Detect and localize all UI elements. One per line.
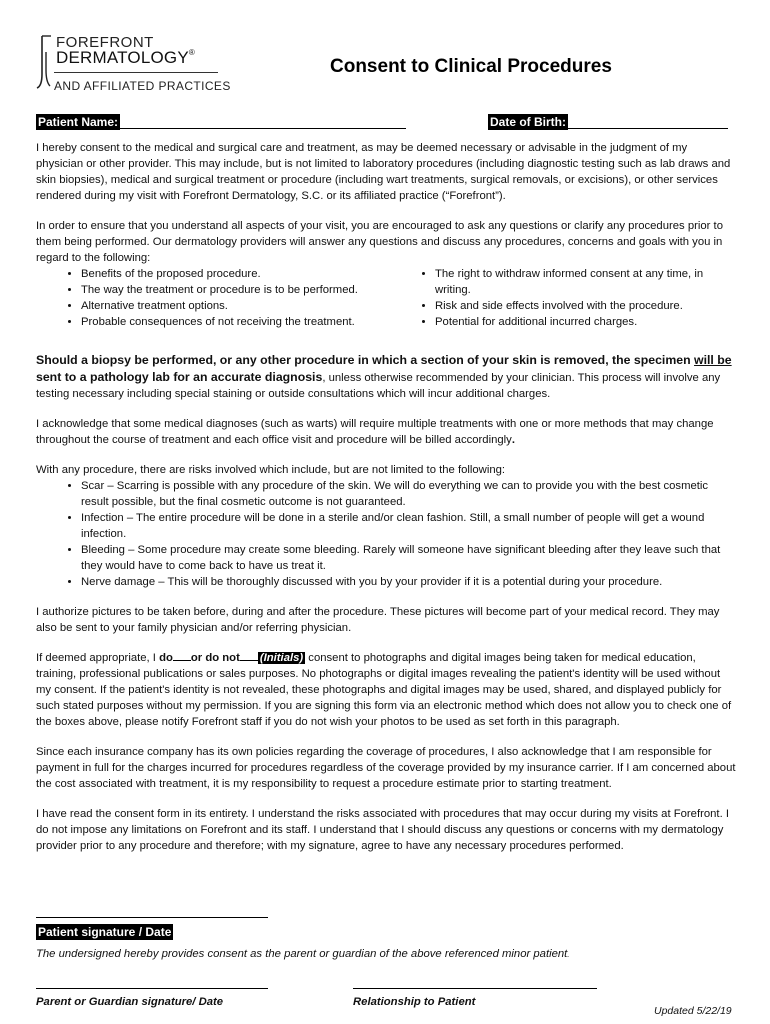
patient-signature-label-wrap <box>36 924 173 940</box>
do-not-initials-field[interactable] <box>240 650 258 661</box>
list-item: • Nerve damage – This will be thoroughly discussed with you by your provider if it is a potential during your procedure. <box>81 574 736 590</box>
list-item: • The right to withdraw informed consent at any time, in writing. <box>435 266 725 298</box>
guardian-consent-text <box>36 948 570 960</box>
logo-mark-icon <box>36 34 52 90</box>
guardian-consent-sentence: The undersigned hereby provides consent as the parent or guardian of the above referenced minor patient <box>36 948 568 960</box>
diagnoses-paragraph <box>36 416 736 448</box>
discussion-list-right <box>403 266 725 330</box>
guardian-signature-field[interactable] <box>36 988 268 989</box>
list-item: • Alternative treatment options. <box>81 298 403 314</box>
date-of-birth-label: Date of Birth: <box>490 115 566 129</box>
logo-divider <box>54 72 218 73</box>
guardian-signature-label: Parent or Guardian signature/ Date <box>36 996 224 1008</box>
photo-consent-rest: consent to photographs and digital images being taken for medical education, training, professional publications or sales purposes. No photographs or digital images revealing the patient's identity will be used without my consent. If the patient's identity is not revealed, these photographs and digital images may be used, shared, and displayed publicly for such stated purposes without my permission. If you are signing this form via an electronic method which does not allow you to check one of the boxes above, please notify Forefront staff if you do not wish your photos to be used as set forth in this paragraph. <box>36 652 732 728</box>
biopsy-rest-text: , unless otherwise recommended by your clinician. This process will involve any testing necessary including special staining or outside consultations which will incur additional charges. <box>36 372 721 400</box>
forefront-logo <box>36 34 236 98</box>
discussion-list-left <box>36 266 403 330</box>
logo-text-dermatology <box>56 48 195 68</box>
date-of-birth-field[interactable] <box>568 128 728 129</box>
risks-intro: With any procedure, there are risks involved which include, but are not limited to the following: <box>36 464 506 476</box>
acknowledgement-paragraph: I have read the consent form in its entirety. I understand the risks associated with procedures that may occur during my visits at Forefront. I do not impose any limitations on Forefront and its staff. I understand that I should discuss any questions or concerns with my dermatology provider prior to any procedure and therefore; with my signature, agree to have any necessary procedures performed. <box>36 808 729 852</box>
list-item: • Scar – Scarring is possible with any procedure of the skin. We will do everything we can to provide you with the best cosmetic result possible, but the final cosmetic outcome is not guaranteed. <box>81 478 736 510</box>
logo-dermatology-word: DERMATOLOGY <box>56 48 189 67</box>
relationship-label: Relationship to Patient <box>353 996 476 1008</box>
logo-registered-mark: ® <box>188 48 195 57</box>
biopsy-bold-text-2: sent to a pathology lab for an accurate diagnosis <box>36 370 323 384</box>
initials-label: (Initials) <box>259 652 304 664</box>
consent-paragraph-treatment: I hereby consent to the medical and surgical care and treatment, as may be deemed necessary or advisable in the judgment of my physician or other provider. This may include, but is not limited to laboratory procedures (including diagnostic testing such as lab draws and skin biopsies), medical and surgical treatment or procedure (including wart treatments, surgical removals, or excisions), or other services rendered during my visit with Forefront Dermatology, S.C. or its affiliated practice (“Forefront”). <box>36 142 731 202</box>
do-initials-field[interactable] <box>173 650 191 661</box>
guardian-consent-period: . <box>567 950 570 959</box>
list-item: • Probable consequences of not receiving the treatment. <box>81 314 403 330</box>
patient-signature-label: Patient signature / Date <box>38 925 172 939</box>
diagnoses-period: . <box>511 434 515 446</box>
photo-consent-lead: If deemed appropriate, I <box>36 652 160 664</box>
consent-paragraph-questions: In order to ensure that you understand all aspects of your visit, you are encouraged to ask any questions or clarify any procedures prior to them being performed. Our dermatology providers will answer any questions and discuss any procedures, concerns and goals with you in regard to the following: <box>36 220 723 264</box>
photo-consent-do: do <box>159 652 173 664</box>
page-title: Consent to Clinical Procedures <box>330 56 612 77</box>
logo-text-affiliated: AND AFFILIATED PRACTICES <box>54 79 231 93</box>
logo-text-forefront: FOREFRONT <box>56 34 154 51</box>
list-item: • Infection – The entire procedure will be done in a sterile and/or clean fashion. Still, a small number of people will get a wound infection. <box>81 510 736 542</box>
insurance-paragraph: Since each insurance company has its own policies regarding the coverage of procedures, I also acknowledge that I am responsible for payment in full for the charges incurred for procedures regardless of the coverage provided by my insurance carrier. If I am concerned about the cost associated with treatment, it is my responsibility to request a procedure estimate prior to starting treatment. <box>36 746 736 790</box>
list-item: • Risk and side effects involved with the procedure. <box>435 298 725 314</box>
updated-date: Updated 5/22/19 <box>654 1005 732 1017</box>
photo-consent-paragraph <box>36 650 736 730</box>
patient-signature-field[interactable] <box>36 917 268 918</box>
patient-info-row <box>36 114 736 134</box>
consent-body <box>36 140 736 868</box>
biopsy-paragraph <box>36 352 736 402</box>
patient-name-label: Patient Name: <box>38 115 119 129</box>
photo-consent-do-not: or do not <box>190 652 240 664</box>
discussion-topics <box>36 266 736 330</box>
list-item: • Potential for additional incurred charges. <box>435 314 725 330</box>
pictures-paragraph: I authorize pictures to be taken before, during and after the procedure. These pictures will become part of your medical record. They may also be sent to your family physician and/or referring physician. <box>36 606 720 634</box>
relationship-field[interactable] <box>353 988 597 989</box>
risk-list <box>36 478 736 590</box>
list-item: • The way the treatment or procedure is to be performed. <box>81 282 403 298</box>
list-item: • Benefits of the proposed procedure. <box>81 266 403 282</box>
biopsy-bold-text: Should a biopsy be performed, or any other procedure in which a section of your skin is removed, the specimen <box>36 353 695 367</box>
list-item: • Bleeding – Some procedure may create some bleeding. Rarely will someone have significant bleeding after they leave such that they would have to come back to have us treat it. <box>81 542 736 574</box>
patient-name-field[interactable] <box>120 128 406 129</box>
diagnoses-text: I acknowledge that some medical diagnoses (such as warts) will require multiple treatments with one or more methods that may change throughout the course of treatment and each office visit and procedure will be billed accordingly <box>36 418 714 446</box>
biopsy-underlined-text: will be <box>694 353 732 367</box>
